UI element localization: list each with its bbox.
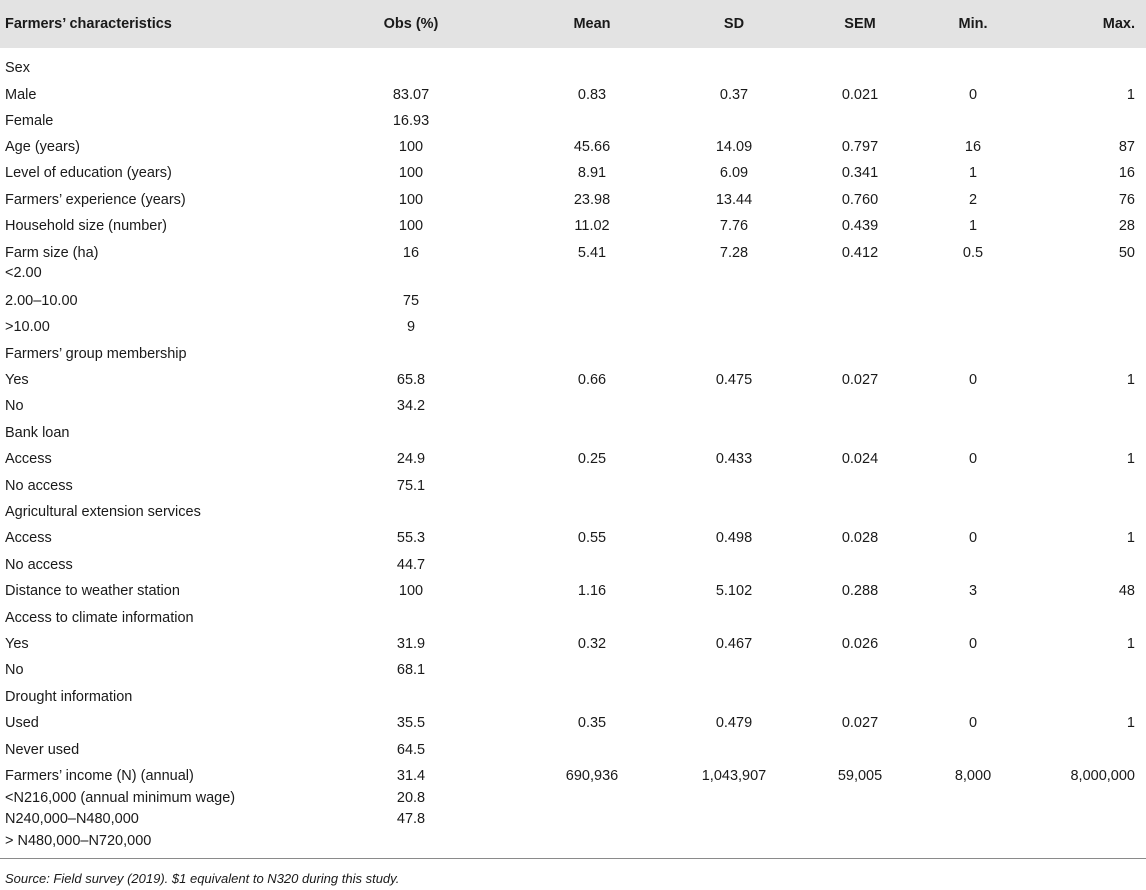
cell-obs: 83.07 [392, 87, 430, 103]
cell-mean: 0.25 [577, 451, 607, 467]
cell-min: 3 [968, 583, 978, 599]
cell-obs: 35.5 [396, 715, 426, 731]
row-label: Access [5, 451, 52, 467]
cell-sem: 0.760 [841, 192, 879, 208]
cell-min: 0 [968, 372, 978, 388]
cell-min: 16 [964, 139, 982, 155]
row-label: Age (years) [5, 139, 80, 155]
cell-min: 0 [968, 636, 978, 652]
cell-sem: 0.412 [841, 245, 879, 261]
cell-sem: 0.341 [841, 165, 879, 181]
row-label: N240,000–N480,000 [5, 811, 139, 827]
cell-obs: 44.7 [396, 557, 426, 573]
cell-sd: 6.09 [719, 165, 749, 181]
cell-sd: 7.28 [719, 245, 749, 261]
row-label: Sex [5, 60, 30, 76]
header-characteristics: Farmers’ characteristics [5, 16, 172, 32]
cell-sd: 0.479 [715, 715, 753, 731]
cell-max: 50 [1118, 245, 1135, 261]
cell-obs: 24.9 [396, 451, 426, 467]
cell-obs: 64.5 [396, 742, 426, 758]
cell-mean: 0.55 [577, 530, 607, 546]
cell-min: 0 [968, 715, 978, 731]
row-label: Yes [5, 372, 29, 388]
cell-sem: 0.021 [841, 87, 879, 103]
cell-sem: 0.027 [841, 715, 879, 731]
row-label: No [5, 662, 24, 678]
cell-obs: 100 [398, 139, 424, 155]
row-label: Farmers’ experience (years) [5, 192, 186, 208]
header-mean: Mean [573, 16, 611, 32]
cell-obs: 31.4 [396, 768, 426, 784]
cell-sd: 0.37 [719, 87, 749, 103]
cell-sd: 0.475 [715, 372, 753, 388]
cell-mean: 0.66 [577, 372, 607, 388]
table-footnote: Source: Field survey (2019). $1 equivalent to N320 during this study. [5, 871, 400, 886]
header-max: Max. [1102, 16, 1135, 32]
cell-sd: 1,043,907 [701, 768, 767, 784]
row-label: Agricultural extension services [5, 504, 201, 520]
header-sd: SD [723, 16, 745, 32]
row-label: Farm size (ha) [5, 245, 99, 261]
cell-max: 1 [1126, 715, 1135, 731]
cell-obs: 16 [402, 245, 420, 261]
row-label: Female [5, 113, 54, 129]
row-label: <N216,000 (annual minimum wage) [5, 790, 236, 806]
cell-mean: 23.98 [573, 192, 611, 208]
cell-obs: 47.8 [396, 811, 426, 827]
cell-mean: 0.83 [577, 87, 607, 103]
cell-sd: 13.44 [715, 192, 753, 208]
row-label: Access [5, 530, 52, 546]
cell-sem: 0.439 [841, 218, 879, 234]
cell-obs: 65.8 [396, 372, 426, 388]
cell-mean: 5.41 [577, 245, 607, 261]
cell-sem: 0.028 [841, 530, 879, 546]
cell-sd: 0.498 [715, 530, 753, 546]
row-label: Male [5, 87, 37, 103]
row-label: No access [5, 478, 73, 494]
cell-mean: 690,936 [565, 768, 619, 784]
cell-max: 16 [1118, 165, 1135, 181]
cell-max: 1 [1126, 372, 1135, 388]
row-label: >10.00 [5, 319, 50, 335]
cell-obs: 16.93 [392, 113, 430, 129]
cell-max: 48 [1118, 583, 1135, 599]
cell-min: 0 [968, 530, 978, 546]
cell-min: 0 [968, 451, 978, 467]
cell-max: 1 [1126, 530, 1135, 546]
row-label: > N480,000–N720,000 [5, 833, 152, 849]
cell-obs: 100 [398, 192, 424, 208]
cell-obs: 55.3 [396, 530, 426, 546]
cell-obs: 68.1 [396, 662, 426, 678]
cell-max: 1 [1126, 451, 1135, 467]
row-label: Farmers’ group membership [5, 346, 187, 362]
cell-min: 0 [968, 87, 978, 103]
cell-sem: 0.288 [841, 583, 879, 599]
row-label: 2.00–10.00 [5, 293, 78, 309]
cell-mean: 45.66 [573, 139, 611, 155]
cell-max: 76 [1118, 192, 1135, 208]
row-label: Household size (number) [5, 218, 167, 234]
cell-min: 2 [968, 192, 978, 208]
row-label: Farmers’ income (N) (annual) [5, 768, 194, 784]
cell-obs: 9 [406, 319, 416, 335]
cell-sd: 14.09 [715, 139, 753, 155]
row-label: Drought information [5, 689, 133, 705]
row-label: Yes [5, 636, 29, 652]
cell-mean: 1.16 [577, 583, 607, 599]
cell-sem: 0.027 [841, 372, 879, 388]
cell-obs: 34.2 [396, 398, 426, 414]
cell-min: 1 [968, 165, 978, 181]
row-label: Access to climate information [5, 610, 194, 626]
cell-obs: 75.1 [396, 478, 426, 494]
cell-sem: 0.024 [841, 451, 879, 467]
cell-obs: 75 [402, 293, 420, 309]
row-label: No access [5, 557, 73, 573]
cell-sd: 5.102 [715, 583, 753, 599]
row-label: Used [5, 715, 39, 731]
cell-mean: 0.35 [577, 715, 607, 731]
cell-obs: 20.8 [396, 790, 426, 806]
cell-sd: 0.433 [715, 451, 753, 467]
header-min: Min. [958, 16, 988, 32]
cell-obs: 100 [398, 218, 424, 234]
cell-mean: 11.02 [574, 218, 610, 234]
cell-max: 1 [1126, 636, 1135, 652]
cell-sem: 59,005 [837, 768, 883, 784]
cell-obs: 100 [398, 583, 424, 599]
cell-max: 87 [1118, 139, 1135, 155]
row-label: Bank loan [5, 425, 70, 441]
row-label: No [5, 398, 24, 414]
cell-obs: 31.9 [396, 636, 426, 652]
cell-sd: 0.467 [715, 636, 753, 652]
cell-sem: 0.026 [841, 636, 879, 652]
row-label: Distance to weather station [5, 583, 180, 599]
cell-mean: 8.91 [577, 165, 607, 181]
cell-min: 0.5 [962, 245, 984, 261]
cell-max: 1 [1126, 87, 1135, 103]
cell-sd: 7.76 [719, 218, 749, 234]
row-label: Never used [5, 742, 80, 758]
header-obs: Obs (%) [383, 16, 439, 32]
cell-mean: 0.32 [577, 636, 607, 652]
cell-min: 1 [968, 218, 978, 234]
row-label: <2.00 [5, 265, 42, 281]
cell-obs: 100 [398, 165, 424, 181]
cell-max: 8,000,000 [1070, 768, 1135, 784]
cell-min: 8,000 [954, 768, 992, 784]
cell-max: 28 [1118, 218, 1135, 234]
table-bottom-rule [0, 858, 1146, 859]
header-sem: SEM [844, 16, 876, 32]
cell-sem: 0.797 [841, 139, 879, 155]
row-label: Level of education (years) [5, 165, 172, 181]
